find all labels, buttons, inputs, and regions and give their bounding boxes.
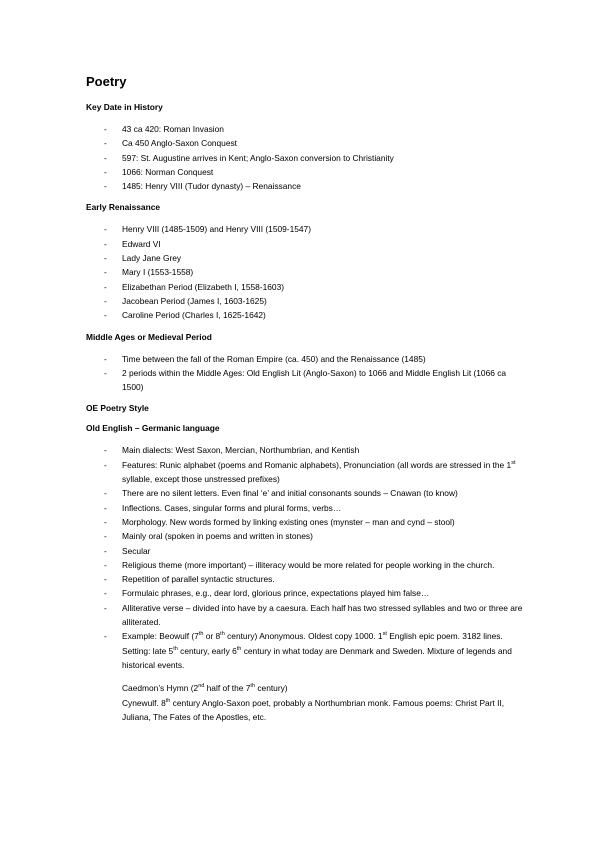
- list-item: - Features: Runic alphabet (poems and Romanic alphabets), Pronunciation (all words are stressed in the 1st syllable, except those unstressed prefixes): [104, 459, 516, 485]
- middle-ages-list: [86, 352, 526, 395]
- list-item: - Religious theme (more important) – illiteracy would be more related for people working in the church.: [104, 559, 495, 570]
- heading-old-english: Old English – Germanic language: [86, 423, 220, 434]
- old-english-list: [86, 443, 526, 672]
- list-item: - There are no silent letters. Even final ‘e’ and initial consonants sounds – Cnawan (to know): [104, 488, 458, 499]
- list-item: - Morphology. New words formed by linking existing ones (mynster – man and cynd – stool): [104, 516, 455, 527]
- list-item: - 1485: Henry VIII (Tudor dynasty) – Renaissance: [104, 181, 301, 192]
- list-item: - Formulaic phrases, e.g., dear lord, glorious prince, expectations played him false…: [104, 588, 430, 599]
- list-item: - Main dialects: West Saxon, Mercian, Northumbrian, and Kentish: [104, 445, 360, 456]
- heading-early-renaissance: Early Renaissance: [86, 202, 161, 213]
- heading-oe-poetry-style: OE Poetry Style: [86, 403, 149, 414]
- list-item: - Alliterative verse – divided into have by a caesura. Each half has two stressed syllables and two or three are alliterated.: [104, 602, 523, 628]
- list-item: - 1066: Norman Conquest: [104, 166, 214, 177]
- list-item: - Elizabethan Period (Elizabeth I, 1558-1603): [104, 281, 285, 292]
- early-renaissance-list: [86, 222, 526, 322]
- list-item: - Inflections. Cases, singular forms and plural forms, verbs…: [104, 502, 342, 513]
- list-item: - 43 ca 420: Roman Invasion: [104, 124, 224, 134]
- list-item: - Example: Beowulf (7th or 8th century) Anonymous. Oldest copy 1000. 1st English epic poem. 3182 lines. Setting: late 5th century, early 6th century in what today are Denmark and Sweden. Mixture of legends and historical events.: [104, 631, 512, 670]
- continuation-cynewulf: Cynewulf. 8th century Anglo-Saxon poet, probably a Northumbrian monk. Famous poems: Christ Part II, Juliana, The Fates of the Apostles, etc.: [122, 697, 505, 722]
- list-item: - Mary I (1553-1558): [104, 267, 194, 278]
- list-item: - Secular: [104, 545, 151, 556]
- list-item: - Jacobean Period (James I, 1603-1625): [104, 295, 267, 306]
- list-item: - Time between the fall of the Roman Empire (ca. 450) and the Renaissance (1485): [104, 353, 426, 364]
- list-item: - Edward VI: [104, 238, 161, 249]
- document-title: Poetry: [86, 74, 127, 89]
- list-item: - Caroline Period (Charles I, 1625-1642): [104, 310, 266, 321]
- list-item: - Henry VIII (1485-1509) and Henry VIII (1509-1547): [104, 224, 312, 235]
- list-item: - 597: St. Augustine arrives in Kent; Anglo-Saxon conversion to Christianity: [104, 152, 394, 163]
- continuation-caedmon: Caedmon’s Hymn (2nd half of the 7th century): [122, 683, 288, 694]
- document-page: [86, 74, 526, 724]
- list-item: - 2 periods within the Middle Ages: Old English Lit (Anglo-Saxon) to 1066 and Middle English Lit (1066 ca 1500): [104, 367, 507, 393]
- heading-middle-ages: Middle Ages or Medieval Period: [86, 331, 212, 342]
- key-dates-list: [86, 122, 526, 193]
- list-item: - Mainly oral (spoken in poems and written in stones): [104, 531, 313, 542]
- heading-key-dates: Key Date in History: [86, 102, 163, 112]
- list-item: - Lady Jane Grey: [104, 253, 182, 264]
- list-item: - Repetition of parallel syntactic structures.: [104, 574, 275, 585]
- list-item: - Ca 450 Anglo-Saxon Conquest: [104, 138, 238, 149]
